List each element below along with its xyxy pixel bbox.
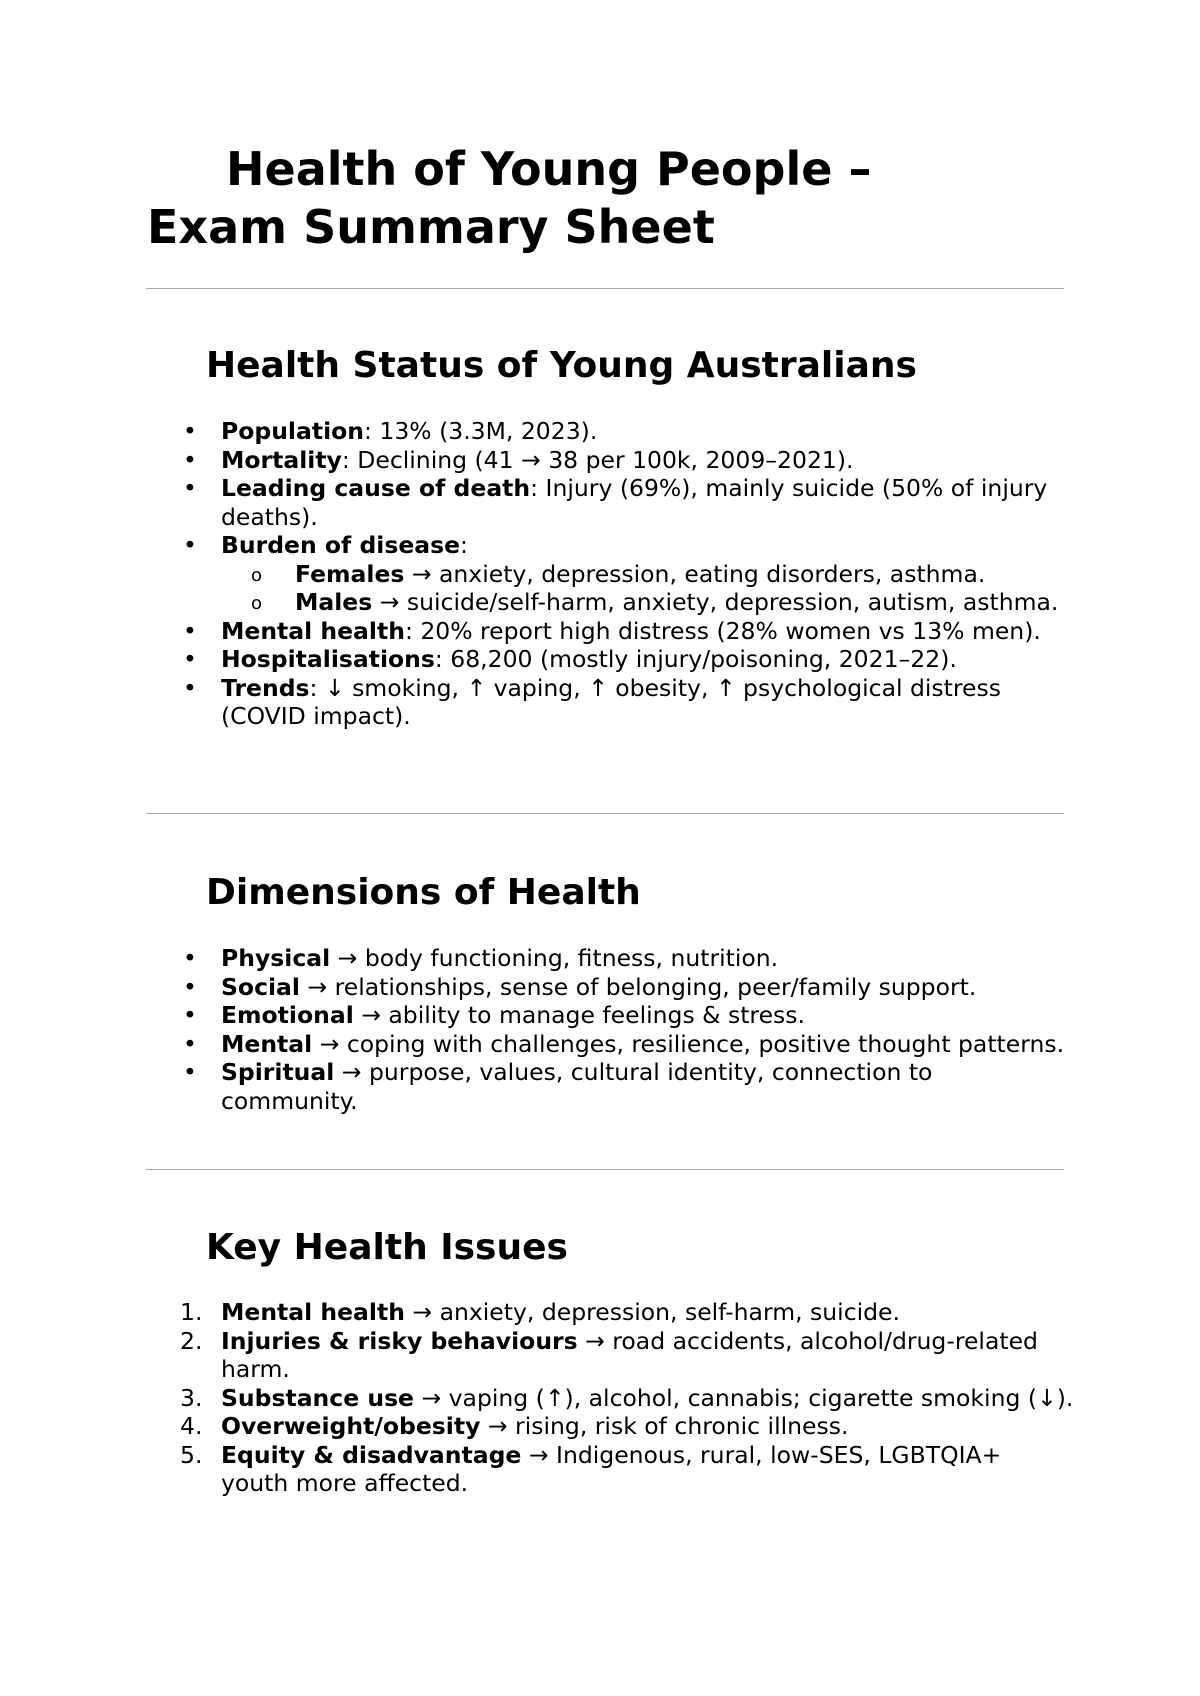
item-sep: → [404, 559, 440, 588]
item-text: purpose, values, cultural identity, connection to community. [221, 1058, 933, 1115]
item-sep: → [372, 588, 407, 616]
health-status-list [146, 417, 1076, 731]
list-item [146, 645, 1076, 674]
list-item [146, 417, 1076, 446]
item-text: coping with challenges, resilience, positive thought patterns. [346, 1029, 1065, 1058]
item-label: Mental health [221, 1298, 405, 1326]
item-text: anxiety, depression, eating disorders, asthma. [439, 559, 986, 588]
divider [146, 813, 1064, 814]
bullet-icon: • [183, 445, 197, 474]
item-sep: → [521, 1440, 557, 1469]
item-label: Emotional [221, 1001, 354, 1029]
item-text: vaping (↑), alcohol, cannabis; cigarette smoking (↓). [448, 1383, 1074, 1412]
item-sep: : [434, 645, 451, 673]
list-item [146, 1030, 1076, 1059]
item-label: Overweight/obesity [221, 1412, 481, 1440]
item-text: suicide/self-harm, anxiety, depression, autism, asthma. [406, 588, 1059, 616]
item-sep: → [330, 944, 365, 972]
list-item [146, 446, 1076, 475]
title-line-2: Exam Summary Sheet [147, 200, 715, 254]
item-label: Spiritual [221, 1058, 335, 1086]
item-label: Males [295, 588, 373, 616]
item-sep: : [460, 531, 468, 559]
list-item [146, 1441, 1076, 1498]
item-sep: → [404, 1298, 440, 1326]
sub-list-item [251, 588, 1076, 617]
divider [146, 288, 1064, 289]
bullet-icon: • [183, 616, 197, 645]
bullet-icon: • [183, 417, 197, 445]
item-text: 13% (3.3M, 2023). [379, 417, 598, 445]
item-text: 20% report high distress (28% women vs 13% men). [420, 616, 1041, 645]
list-item [146, 1327, 1076, 1384]
item-number: 2. [180, 1326, 203, 1355]
item-number: 1. [180, 1298, 203, 1326]
item-label: Population [221, 417, 364, 445]
item-label: Physical [221, 944, 331, 972]
item-label: Leading cause of death [221, 474, 531, 502]
list-item [146, 1384, 1076, 1413]
item-text: body functioning, fitness, nutrition. [364, 944, 779, 972]
item-text: road accidents, alcohol/drug-related harm. [221, 1326, 1038, 1383]
item-text: Declining (41 → 38 per 100k, 2009–2021). [357, 445, 854, 474]
section-heading-health-status: Health Status of Young Australians [206, 345, 917, 386]
item-label: Trends [221, 673, 310, 702]
item-label: Burden of disease [221, 531, 461, 559]
item-number: 5. [180, 1440, 203, 1469]
bullet-icon: • [183, 673, 197, 702]
list-item [146, 617, 1076, 646]
section-heading-key-issues: Key Health Issues [206, 1227, 568, 1268]
list-item [146, 531, 1076, 617]
item-sep: : [341, 445, 358, 474]
item-label: Mental [221, 1029, 313, 1058]
item-sep: → [353, 1001, 389, 1029]
item-sep: : [309, 673, 325, 702]
item-sep: → [299, 972, 335, 1001]
item-label: Females [295, 559, 405, 588]
bullet-icon: • [183, 474, 197, 502]
item-label: Injuries & risky behaviours [221, 1326, 578, 1355]
item-sep: → [414, 1383, 449, 1412]
list-item [146, 1001, 1076, 1030]
item-sep: : [364, 417, 380, 445]
item-number: 3. [180, 1383, 203, 1412]
list-item [146, 474, 1076, 531]
list-item [146, 1298, 1076, 1327]
item-sep: : [404, 616, 421, 645]
item-text: relationships, sense of belonging, peer/family support. [334, 972, 977, 1001]
item-label: Social [221, 972, 300, 1001]
item-text: anxiety, depression, self-harm, suicide. [439, 1298, 900, 1326]
item-text: Indigenous, rural, low-SES, LGBTQIA+ youth more affected. [221, 1440, 1002, 1497]
document-title [147, 140, 1067, 256]
bullet-icon: • [183, 944, 197, 972]
item-sep: → [312, 1029, 347, 1058]
circle-bullet-icon: o [251, 564, 263, 586]
bullet-icon: • [183, 645, 197, 673]
list-item [146, 1412, 1076, 1441]
bullet-icon: • [183, 531, 197, 559]
title-line-1: Health of Young People – [226, 142, 872, 196]
item-label: Equity & disadvantage [221, 1440, 522, 1469]
circle-bullet-icon: o [251, 593, 263, 614]
dimensions-list [146, 944, 1076, 1115]
item-label: Mortality [221, 445, 342, 474]
bullet-icon: • [183, 1001, 197, 1029]
bullet-icon: • [183, 972, 197, 1001]
item-text: 68,200 (mostly injury/poisoning, 2021–22). [450, 645, 957, 673]
item-text: rising, risk of chronic illness. [515, 1412, 849, 1440]
list-item [146, 1058, 1076, 1115]
bullet-icon: • [183, 1058, 197, 1086]
item-text: ↓ smoking, ↑ vaping, ↑ obesity, ↑ psychological distress (COVID impact). [221, 673, 1001, 730]
list-item [146, 944, 1076, 973]
bullet-icon: • [183, 1029, 197, 1058]
item-sep: → [577, 1326, 613, 1355]
sub-list-item [251, 559, 1076, 589]
item-text: Injury (69%), mainly suicide (50% of injury deaths). [221, 474, 1048, 531]
section-heading-dimensions: Dimensions of Health [206, 872, 641, 913]
key-issues-list [146, 1298, 1076, 1498]
item-label: Hospitalisations [221, 645, 435, 673]
burden-sublist [221, 560, 1076, 617]
item-label: Mental health [221, 616, 405, 645]
item-text: ability to manage feelings & stress. [388, 1001, 805, 1029]
list-item [146, 674, 1076, 731]
item-sep: → [334, 1058, 369, 1086]
item-number: 4. [180, 1412, 203, 1440]
item-label: Substance use [221, 1383, 414, 1412]
list-item [146, 973, 1076, 1002]
item-sep: → [480, 1412, 516, 1440]
divider [146, 1169, 1064, 1170]
item-sep: : [530, 474, 546, 502]
